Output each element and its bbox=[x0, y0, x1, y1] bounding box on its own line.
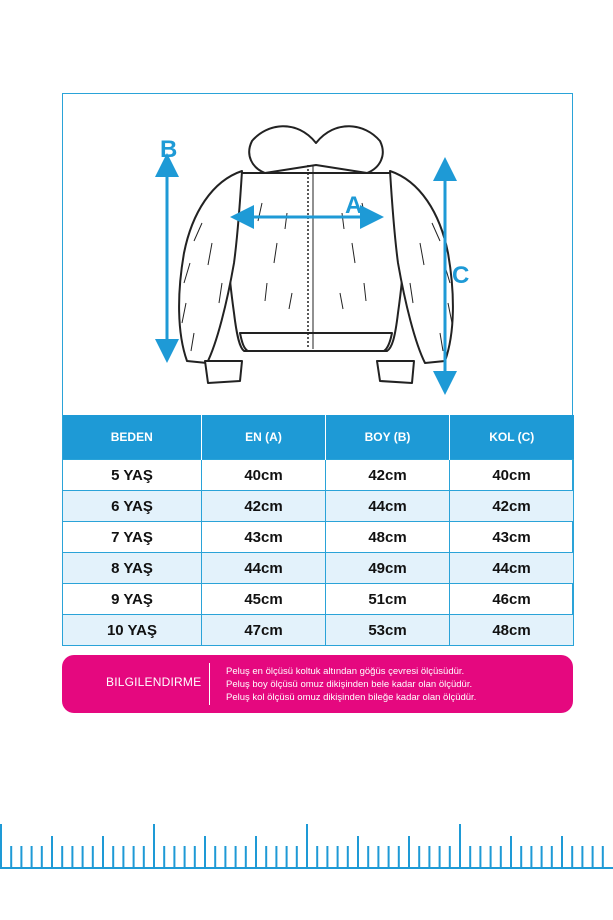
dimension-label-a: A bbox=[345, 192, 363, 219]
cell-en: 40cm bbox=[202, 460, 326, 491]
cell-en: 45cm bbox=[202, 584, 326, 615]
table-row bbox=[63, 491, 574, 522]
measurement-ruler bbox=[0, 818, 613, 870]
info-text bbox=[226, 665, 476, 704]
table-row bbox=[63, 522, 574, 553]
cell-boy: 42cm bbox=[326, 460, 450, 491]
info-title: BILGILENDIRME bbox=[106, 675, 202, 689]
dimension-label-b: B bbox=[160, 136, 178, 163]
header-en: EN (A) bbox=[202, 415, 326, 460]
cell-size: 10 YAŞ bbox=[63, 615, 202, 646]
cell-kol: 46cm bbox=[450, 584, 574, 615]
info-line-en: Peluş en ölçüsü koltuk altından göğüs çevresi ölçüsüdür. bbox=[226, 666, 465, 677]
cell-kol: 48cm bbox=[450, 615, 574, 646]
fur-jacket-illustration bbox=[62, 93, 573, 415]
cell-boy: 51cm bbox=[326, 584, 450, 615]
cell-en: 43cm bbox=[202, 522, 326, 553]
cell-en: 44cm bbox=[202, 553, 326, 584]
table-row bbox=[63, 553, 574, 584]
cell-size: 8 YAŞ bbox=[63, 553, 202, 584]
cell-boy: 48cm bbox=[326, 522, 450, 553]
cell-kol: 44cm bbox=[450, 553, 574, 584]
table-row bbox=[63, 584, 574, 615]
cell-kol: 40cm bbox=[450, 460, 574, 491]
cell-size: 7 YAŞ bbox=[63, 522, 202, 553]
cell-size: 6 YAŞ bbox=[63, 491, 202, 522]
header-boy: BOY (B) bbox=[326, 415, 450, 460]
header-kol: KOL (C) bbox=[450, 415, 574, 460]
info-bar bbox=[62, 655, 573, 713]
cell-en: 42cm bbox=[202, 491, 326, 522]
table-row bbox=[63, 460, 574, 491]
table-header-row bbox=[63, 415, 574, 460]
cell-boy: 44cm bbox=[326, 491, 450, 522]
cell-size: 9 YAŞ bbox=[63, 584, 202, 615]
cell-size: 5 YAŞ bbox=[63, 460, 202, 491]
info-divider bbox=[209, 663, 210, 705]
cell-en: 47cm bbox=[202, 615, 326, 646]
info-line-kol: Peluş kol ölçüsü omuz dikişinden bileğe kadar olan ölçüdür. bbox=[226, 692, 477, 703]
cell-boy: 53cm bbox=[326, 615, 450, 646]
info-line-boy: Peluş boy ölçüsü omuz dikişinden bele kadar olan ölçüdür. bbox=[226, 679, 473, 690]
cell-kol: 43cm bbox=[450, 522, 574, 553]
dimension-label-c: C bbox=[452, 262, 470, 289]
header-beden: BEDEN bbox=[63, 415, 202, 460]
cell-boy: 49cm bbox=[326, 553, 450, 584]
size-table bbox=[62, 415, 574, 646]
table-row bbox=[63, 615, 574, 646]
cell-kol: 42cm bbox=[450, 491, 574, 522]
